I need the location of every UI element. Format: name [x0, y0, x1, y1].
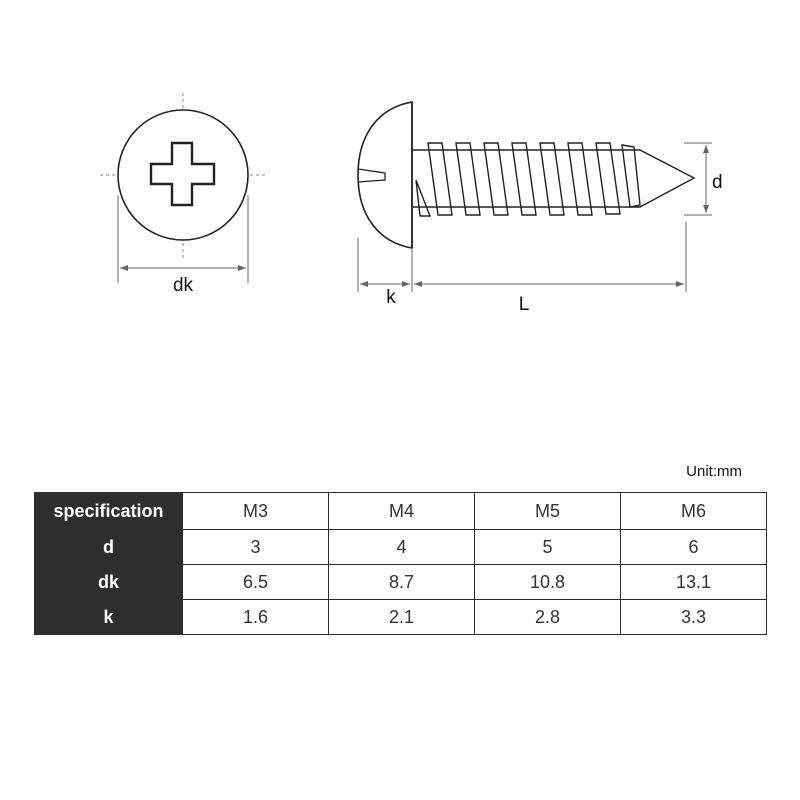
table-cell: 2.1 — [329, 600, 475, 635]
threads — [416, 143, 640, 216]
table-cell: 1.6 — [183, 600, 329, 635]
shank-outline — [412, 150, 694, 207]
table-cell: 4 — [329, 530, 475, 565]
table-cell: 6 — [621, 530, 767, 565]
screw-side-view — [358, 102, 723, 315]
row-label: k — [35, 600, 183, 635]
row-label: dk — [35, 565, 183, 600]
table-row — [35, 530, 767, 565]
k-arrow-right — [402, 281, 410, 287]
d-arrow-top — [703, 145, 709, 153]
table-cell: 6.5 — [183, 565, 329, 600]
table-header-row — [35, 493, 767, 530]
screw-head-top-view — [100, 93, 268, 296]
dk-arrow-left — [120, 265, 128, 271]
row-label: d — [35, 530, 183, 565]
table-row — [35, 565, 767, 600]
d-label: d — [712, 172, 723, 193]
L-arrow-right — [676, 281, 684, 287]
L-arrow-left — [414, 281, 422, 287]
table-cell: 5 — [475, 530, 621, 565]
specification-header: specification — [35, 493, 183, 530]
dk-arrow-right — [238, 265, 246, 271]
column-header: M3 — [183, 493, 329, 530]
table-cell: 10.8 — [475, 565, 621, 600]
table-cell: 13.1 — [621, 565, 767, 600]
spec-table — [34, 492, 767, 635]
table-row — [35, 600, 767, 635]
d-arrow-bottom — [703, 205, 709, 213]
dk-label: dk — [172, 275, 194, 296]
column-header: M4 — [329, 493, 475, 530]
unit-label: Unit:mm — [686, 463, 742, 480]
table-cell: 3.3 — [621, 600, 767, 635]
L-label: L — [518, 294, 530, 315]
k-label: k — [386, 287, 396, 308]
table-cell: 2.8 — [475, 600, 621, 635]
table-cell: 3 — [183, 530, 329, 565]
k-arrow-left — [360, 281, 368, 287]
column-header: M6 — [621, 493, 767, 530]
column-header: M5 — [475, 493, 621, 530]
table-cell: 8.7 — [329, 565, 475, 600]
